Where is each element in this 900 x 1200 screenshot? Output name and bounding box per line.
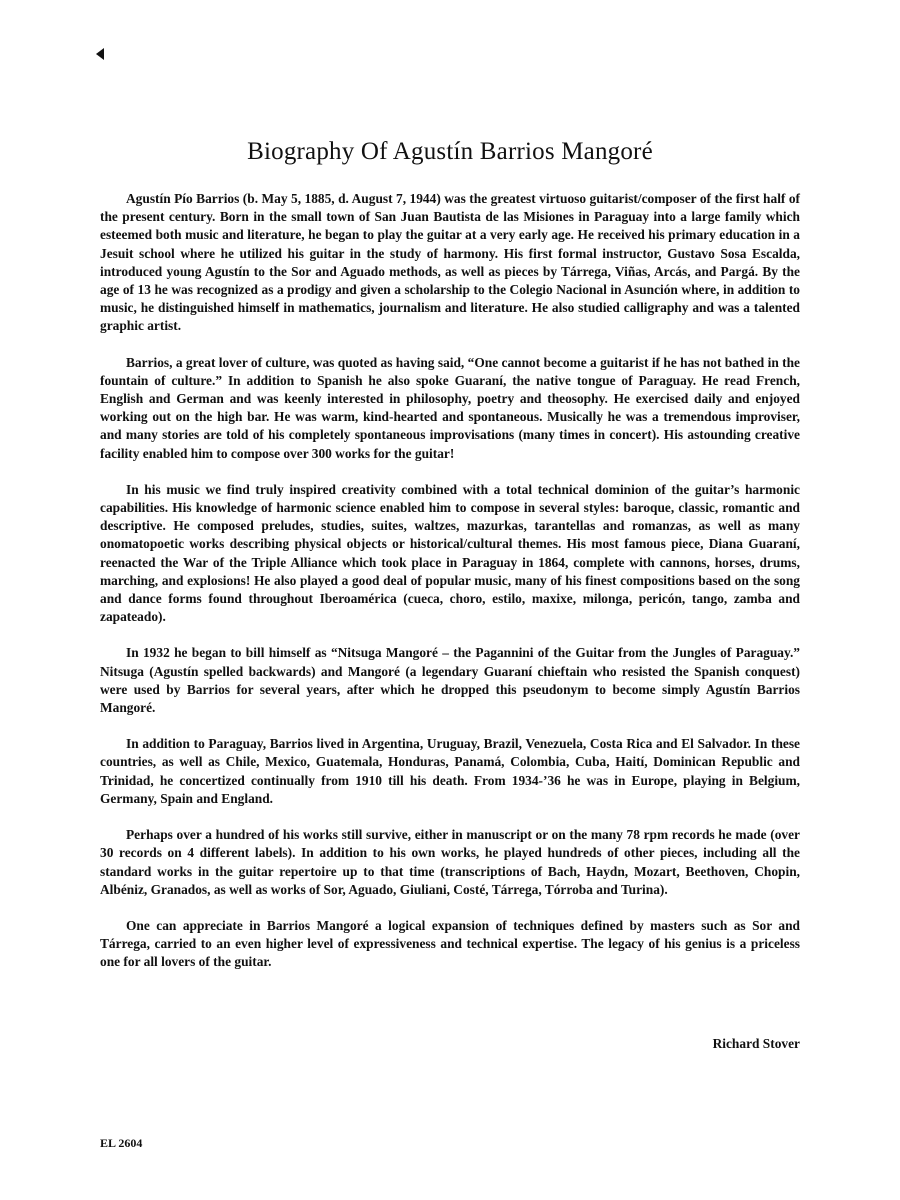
catalog-number: EL 2604 bbox=[100, 1136, 143, 1150]
paragraph: Agustín Pío Barrios (b. May 5, 1885, d. August 7, 1944) was the greatest virtuoso guitarist/composer of the first half of the present century. Born in the small town of San Juan Bautista de las Misiones in Paraguay into a large family which esteemed both music and literature, he began to play the guitar at a very early age. He received his primary education in a Jesuit school where he utilized his guitar in the study of harmony. His first formal instructor, Gustavo Sosa Escalda, introduced young Agustín to the Sor and Aguado methods, as well as pieces by Tárrega, Viñas, Arcás, and Pargá. By the age of 13 he was recognized as a prodigy and given a scholarship to the Colegio Nacional in Asunción where, in addition to music, he distinguished himself in mathematics, journalism and literature. He also studied calligraphy and was a talented graphic artist. bbox=[100, 191, 800, 334]
paragraph: Perhaps over a hundred of his works still survive, either in manuscript or on the many 78 rpm records he made (over 30 records on 4 different labels). In addition to his own works, he played hundreds of other pieces, including all the standard works in the guitar repertoire up to that time (transcriptions of Bach, Haydn, Mozart, Beethoven, Chopin, Albéniz, Granados, as well as works of Sor, Aguado, Giuliani, Costé, Tárrega, Tórroba and Turina). bbox=[100, 827, 800, 897]
paragraph: One can appreciate in Barrios Mangoré a logical expansion of techniques defined by masters such as Sor and Tárrega, carried to an even higher level of expressiveness and technical expertise. The legacy of his genius is a priceless one for all lovers of the guitar. bbox=[100, 917, 800, 970]
paragraph: Barrios, a great lover of culture, was quoted as having said, “One cannot become a guitarist if he has not bathed in the fountain of culture.” In addition to Spanish he also spoke Guaraní, the native tongue of Paraguay. He read French, English and German and was keenly interested in philosophy, poetry and theosophy. He exercised daily and enjoyed working out on the high bar. He was warm, kind-hearted and spontaneous. Musically he was a tremendous improviser, and many stories are told of his completely spontaneous improvisations (many times in concert). His astounding creative facility enabled him to compose over 300 works for the guitar! bbox=[100, 354, 800, 461]
paragraph: In addition to Paraguay, Barrios lived in Argentina, Uruguay, Brazil, Venezuela, Costa Rica and El Salvador. In these countries, as well as Chile, Mexico, Guatemala, Honduras, Panamá, Colombia, Cuba, Haití, Dominican Republic and Trinidad, he concertized continually from 1910 till his death. From 1934-’36 he was in Europe, playing in Belgium, Germany, Spain and England. bbox=[100, 736, 800, 806]
author-signature: Richard Stover bbox=[712, 1036, 800, 1051]
page-marker-icon bbox=[96, 48, 104, 60]
paragraph: In 1932 he began to bill himself as “Nitsuga Mangoré – the Pagannini of the Guitar from the Jungles of Paraguay.” Nitsuga (Agustín spelled backwards) and Mangoré (a legendary Guaraní chieftain who resisted the Spanish conquest) were used by Barrios for several years, after which he dropped this pseudonym to become simply Agustín Barrios Mangoré. bbox=[100, 645, 800, 716]
page-title: Biography Of Agustín Barrios Mangoré bbox=[247, 138, 653, 165]
biography-body bbox=[100, 190, 800, 990]
paragraph: In his music we find truly inspired creativity combined with a total technical dominion of the guitar’s harmonic capabilities. His knowledge of harmonic science enabled him to compose in several styles: baroque, classic, romantic and descriptive. He composed preludes, studies, suites, waltzes, mazurkas, tarantellas and romanzas, as well as many onomatopoetic works describing physical objects or historical/cultural themes. His most famous piece, Diana Guaraní, reenacted the War of the Triple Alliance which took place in Paraguay in 1864, complete with cannons, horses, drums, marching, and explosions! He also played a good deal of popular music, many of his finest compositions based on the song and dance forms found throughout Iberoamérica (cueca, choro, estilo, maxixe, milonga, pericón, tango, zamba and zapateado). bbox=[100, 481, 800, 625]
